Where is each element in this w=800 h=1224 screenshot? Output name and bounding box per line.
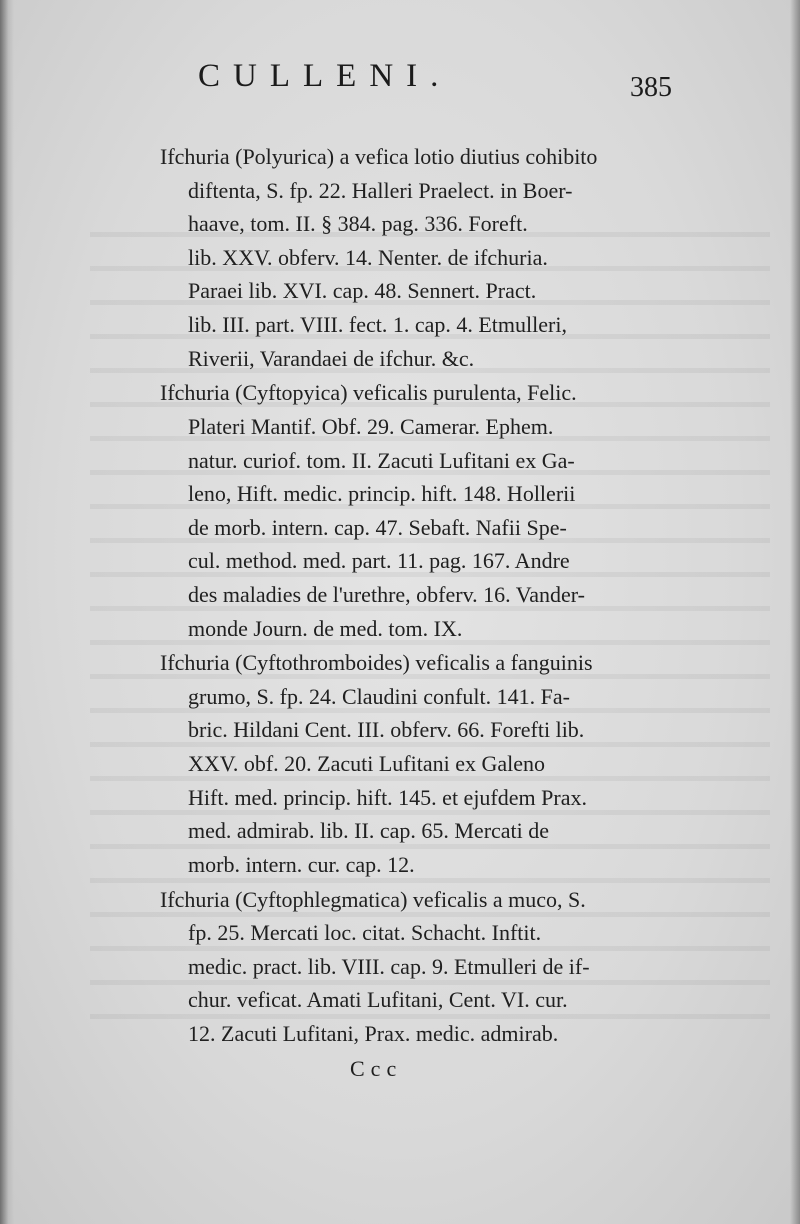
- text-line: fp. 25. Mercati loc. citat. Schacht. Inftit.: [188, 920, 542, 946]
- text-line: des maladies de l'urethre, obferv. 16. Vander-: [188, 581, 585, 607]
- text-line: morb. intern. cur. cap. 12.: [188, 851, 415, 877]
- text-line: leno, Hift. medic. princip. hift. 148. Hollerii: [188, 481, 576, 507]
- text-line: Riverii, Varandaei de ifchur. &c.: [188, 345, 475, 371]
- text-line: Ifchuria (Cyftopyica) veficalis purulenta, Felic.: [160, 380, 577, 406]
- text-line: Ifchuria (Cyftophlegmatica) veficalis a muco, S.: [160, 886, 586, 912]
- text-line: Hift. med. princip. hift. 145. et ejufdem Prax.: [188, 784, 587, 810]
- entry-polyurica: [160, 140, 712, 375]
- text-line: cul. method. med. part. 11. pag. 167. Andre: [188, 548, 570, 574]
- entry-cystothromboides: [160, 646, 712, 881]
- text-line: de morb. intern. cap. 47. Sebaft. Nafii Spe-: [188, 514, 567, 540]
- text-line: Ifchuria (Cyftothromboides) veficalis a fanguinis: [160, 650, 593, 676]
- text-line: diftenta, S. fp. 22. Halleri Praelect. in Boer-: [188, 177, 573, 203]
- text-line: XXV. obf. 20. Zacuti Lufitani ex Galeno: [188, 751, 546, 777]
- page-number: 385: [630, 72, 672, 103]
- text-line: lib. XXV. obferv. 14. Nenter. de ifchuria.: [188, 244, 548, 270]
- text-line: Paraei lib. XVI. cap. 48. Sennert. Pract.: [188, 278, 537, 304]
- page-edge-shadow-left: [0, 0, 14, 1224]
- text-line: lib. III. part. VIII. fect. 1. cap. 4. Etmulleri,: [188, 311, 567, 337]
- text-line: Ifchuria (Polyurica) a vefica lotio diutius cohibito: [160, 144, 598, 169]
- running-title: CULLENI.: [198, 58, 452, 94]
- text-line: haave, tom. II. § 384. pag. 336. Foreft.: [188, 211, 528, 237]
- text-line: natur. curiof. tom. II. Zacuti Lufitani ex Ga-: [188, 447, 575, 473]
- text-line: med. admirab. lib. II. cap. 65. Mercati de: [188, 818, 550, 844]
- body-text: [160, 140, 712, 1052]
- entry-cystopyica: [160, 376, 712, 645]
- text-line: bric. Hildani Cent. III. obferv. 66. Forefti lib.: [188, 717, 585, 743]
- signature-mark: Ccc: [350, 1056, 403, 1081]
- text-line: 12. Zacuti Lufitani, Prax. medic. admirab.: [188, 1021, 559, 1046]
- text-line: monde Journ. de med. tom. IX.: [188, 615, 463, 641]
- page-header: [0, 58, 800, 108]
- text-line: grumo, S. fp. 24. Claudini confult. 141. Fa-: [188, 683, 570, 709]
- entry-cystophlegmatica: [160, 883, 712, 1051]
- text-line: medic. pract. lib. VIII. cap. 9. Etmulleri de if-: [188, 953, 590, 979]
- page-edge-shadow-right: [790, 0, 800, 1224]
- text-line: Plateri Mantif. Obf. 29. Camerar. Ephem.: [188, 413, 554, 439]
- text-line: chur. veficat. Amati Lufitani, Cent. VI. cur.: [188, 987, 568, 1013]
